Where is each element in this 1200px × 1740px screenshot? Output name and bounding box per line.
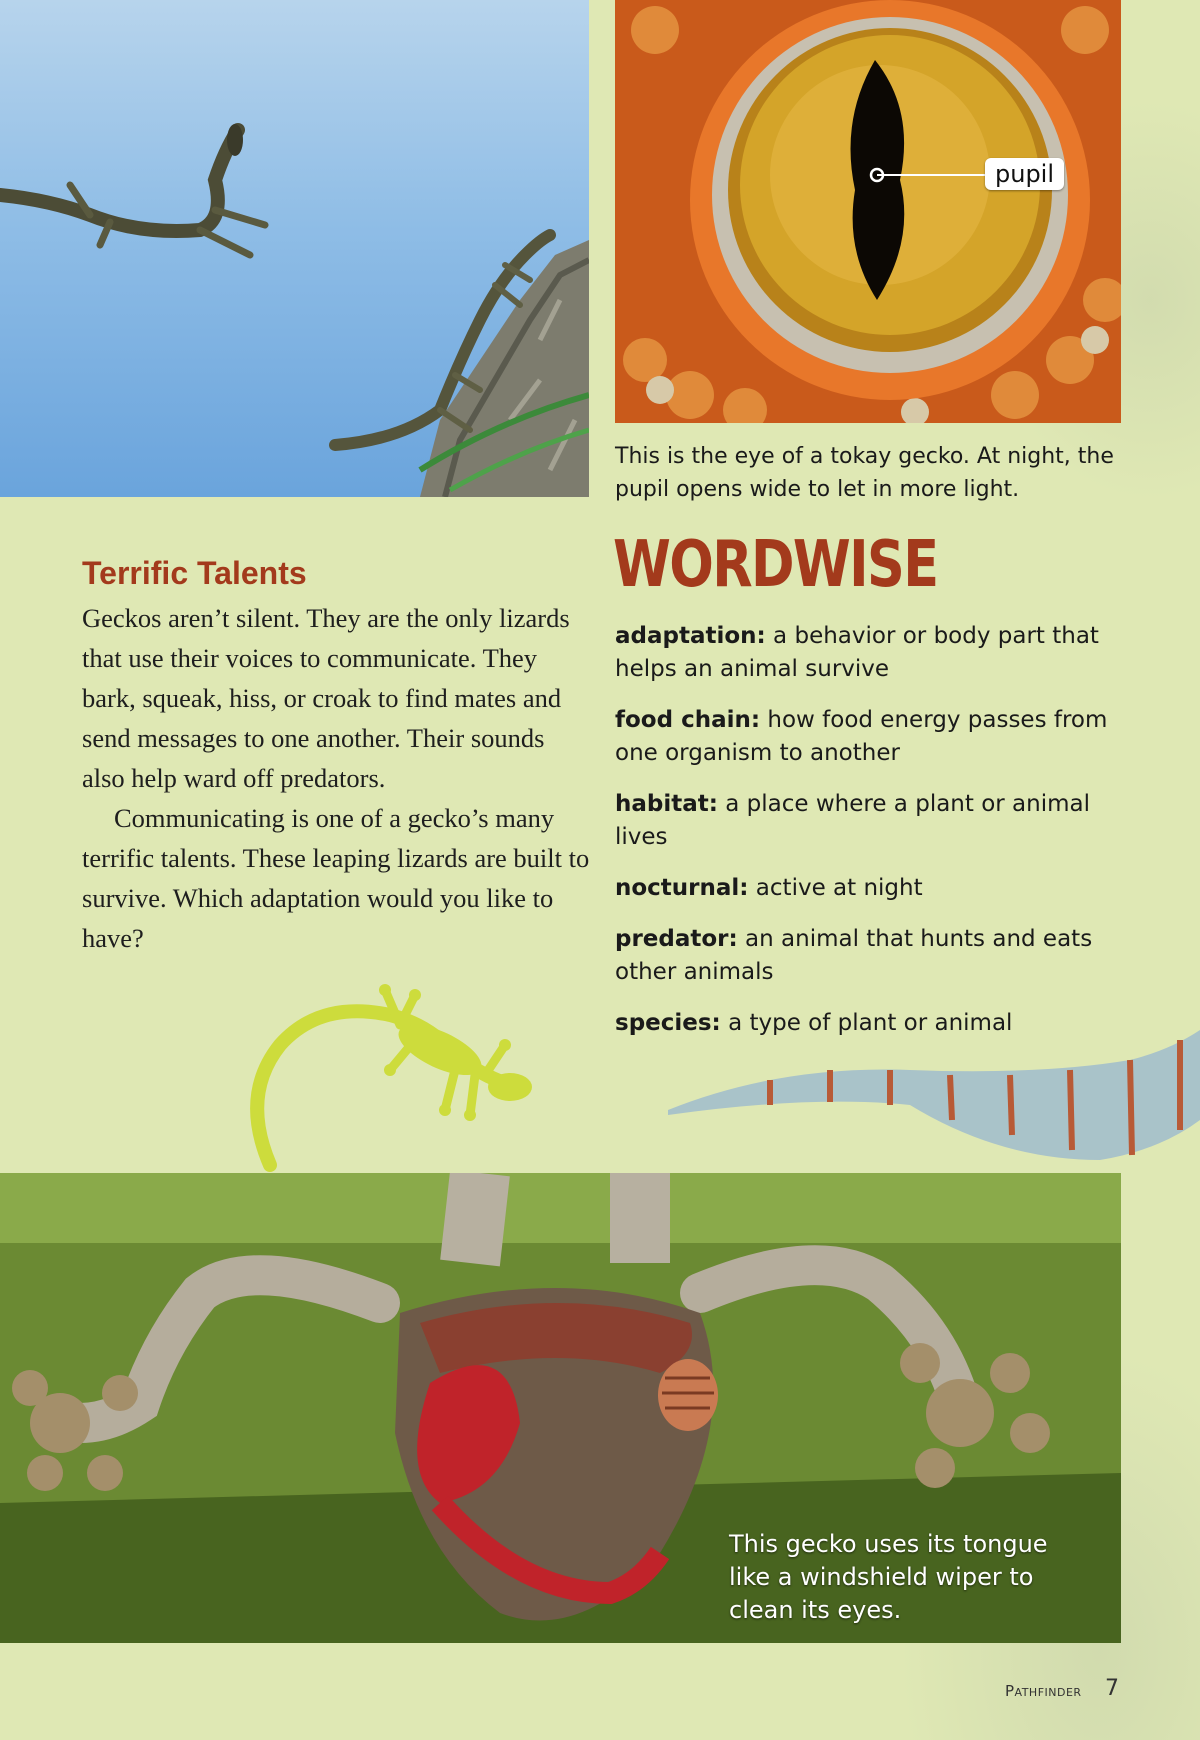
wordwise-title: WORDWISE <box>613 528 938 602</box>
glossary-term: habitat: <box>615 791 718 817</box>
glossary-term: nocturnal: <box>615 875 749 901</box>
glossary-definition: how food energy passes from one organism to another <box>615 707 1108 766</box>
tokay-eye-photo <box>615 0 1121 423</box>
gecko-tail-image <box>660 1010 1200 1180</box>
glossary-item <box>615 872 1135 905</box>
gecko-silhouette-icon <box>240 975 540 1175</box>
glossary-term: food chain: <box>615 707 761 733</box>
glossary-term: predator: <box>615 926 738 952</box>
leaping-geckos-photo <box>0 0 589 497</box>
glossary-term: species: <box>615 1010 721 1036</box>
glossary-item <box>615 704 1135 770</box>
glossary-list <box>615 620 1135 1058</box>
article-paragraph: Geckos aren’t silent. They are the only lizards that use their voices to communicate. They bark, squeak, hiss, or croak to find mates and send messages to one another. Their sounds also help ward off predators. <box>82 603 570 793</box>
glossary-definition: a behavior or body part that helps an animal survive <box>615 623 1099 682</box>
eye-photo-caption: This is the eye of a tokay gecko. At night, the pupil opens wide to let in more light. <box>615 444 1114 502</box>
pupil-label: pupil <box>985 158 1064 190</box>
bottom-photo-caption: This gecko uses its tongue like a windshield wiper to clean its eyes. <box>729 1530 1048 1624</box>
glossary-definition: a place where a plant or animal lives <box>615 791 1090 850</box>
article-paragraph: Communicating is one of a gecko’s many terrific talents. These leaping lizards are built to survive. Which adaptation would you like to have? <box>82 803 590 953</box>
glossary-item <box>615 923 1135 989</box>
glossary-item <box>615 788 1135 854</box>
glossary-definition: active at night <box>748 875 923 901</box>
article-body <box>82 598 592 958</box>
magazine-brand: Pathfinder <box>1005 1682 1082 1700</box>
article-heading: Terrific Talents <box>82 555 307 591</box>
glossary-term: adaptation: <box>615 623 766 649</box>
page-number: 7 <box>1105 1676 1119 1701</box>
glossary-definition: an animal that hunts and eats other animals <box>615 926 1093 985</box>
glossary-definition: a type of plant or animal <box>720 1010 1013 1036</box>
glossary-item <box>615 620 1135 686</box>
